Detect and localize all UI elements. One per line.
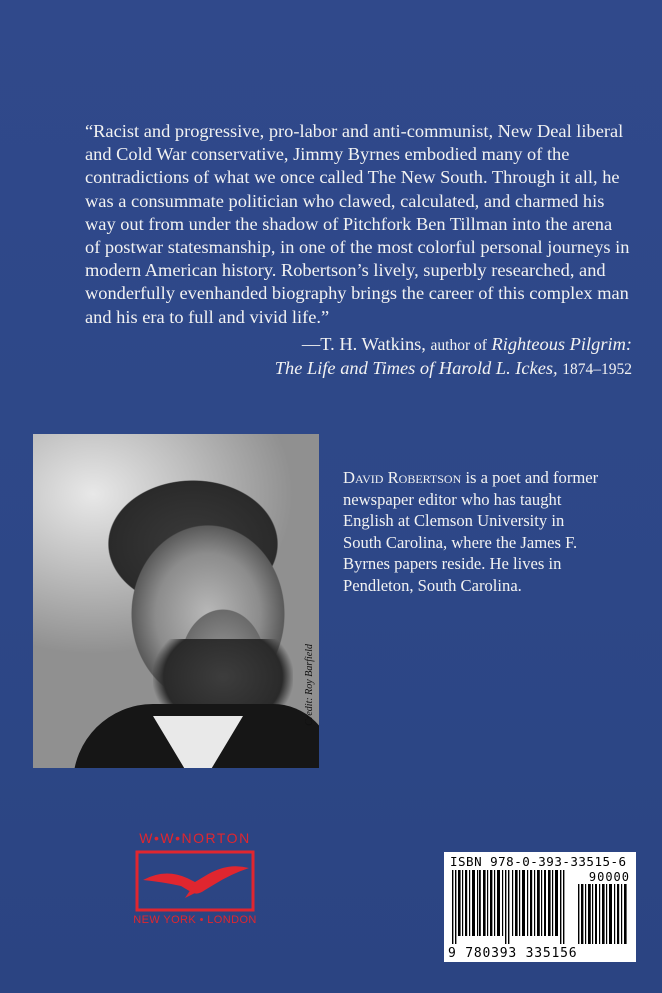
quote-attribution	[112, 333, 632, 381]
attribution-years: 1874–1952	[562, 361, 632, 379]
author-photo	[33, 434, 319, 768]
addon-barcode-bars	[578, 884, 630, 944]
author-bio-text: is a poet and former newspaper editor who has taught English at Clemson University in South Carolina, where the James F. Byrnes papers reside. He lives in Pendleton, South Carolina.	[343, 468, 599, 595]
seagull-icon	[135, 850, 255, 912]
main-barcode-bars	[448, 870, 574, 944]
barcode-digits: 9 780393 335156	[448, 946, 578, 961]
author-bio	[343, 467, 603, 596]
author-name: David Robertson	[343, 468, 462, 487]
publisher-brand: W•W•NORTON	[139, 830, 251, 846]
endorsement-quote: “Racist and progressive, pro-labor and anti-communist, New Deal liberal and Cold War conservative, Jimmy Byrnes embodied many of the contradictions of what we once called The New South. Through it all, he was a consummate politician who clawed, calculated, and charmed his way out from under the shadow of Pitchfork Ben Tillman into the arena of postwar statesmanship, in one of the most colorful personal journeys in modern American history. Robertson’s lively, superbly researched, and wonderfully evenhanded biography brings the career of this complex man and his era to full and vivid life.”	[85, 121, 630, 327]
publisher-place: NEW YORK • LONDON	[133, 914, 257, 926]
price-addon-code: 90000	[588, 870, 630, 884]
photo-credit: Credit: Roy Barfield	[304, 644, 315, 726]
attribution-author-of: author of	[430, 337, 487, 354]
isbn-barcode	[444, 852, 636, 962]
attribution-book-title-2: The Life and Times of Harold L. Ickes,	[274, 358, 558, 379]
attribution-book-title-1: Righteous Pilgrim:	[491, 334, 632, 354]
isbn-number: ISBN 978-0-393-33515-6	[450, 854, 627, 869]
publisher-logo	[120, 830, 270, 930]
attribution-author: —T. H. Watkins,	[301, 334, 426, 354]
